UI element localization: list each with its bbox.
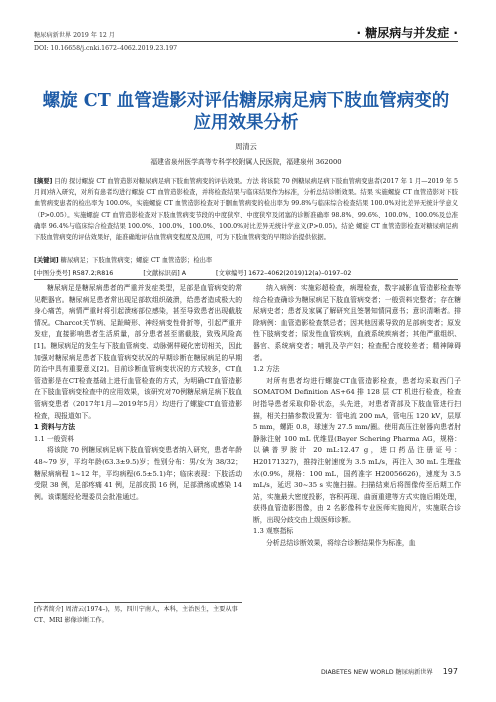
abstract-text: 目的 探讨螺旋 CT 血管造影对糖尿病足病下肢血管病变的评估效果。方法 将该院 70 例糖尿病足病下肢血管病变患者(2017 年 1 月—2019 年 5 月间)纳入研究，对所有患者均进行螺旋 CT 血管造影检查，并将检查结果与临床结果作为标准，分析总结诊断效果。结果 实施螺旋 CT 血管造影对下肢血管病变患者的检出率为 100.0%，实施螺旋 CT 血管造影检查对于腘血管病变的检出率为 99.8%与临床综合检查结果 100.0%对比差异无统计学意义（P>0.05）。实施螺旋 CT 血管造影检查对下肢血管病变节段的中度狭窄、中度狭窄及闭塞的诊断准确率 98.8%、99.6%、100.0%、100.0%及总准确率 96.4%与临床综合检查结果 100.0%、100.0%、100.0%、100.0%对比差异无统计学意义(P>0.05)。结论 螺旋 CT 血管造影检查对糖尿病足病下肢血管病变的评估效果好，能准确地评估血管病变程度及范围，可为下肢血管病变的早期诊治提供依据。 bbox=[34, 178, 458, 242]
section-heading: 1 资料与方法 bbox=[34, 423, 76, 432]
abstract-divider bbox=[34, 279, 458, 280]
author: 周清云 bbox=[235, 142, 257, 151]
article-number: [文章编号] 1672–4062(2019)12(a)–0197–02 bbox=[216, 270, 352, 277]
clc-number: [中图分类号] R587.2;R816 bbox=[34, 270, 114, 277]
methods-heading: 1.2 方法 bbox=[253, 365, 280, 374]
abstract-label: [摘要] bbox=[34, 178, 53, 185]
doi: DOI: 10.16658/j.cnki.1672–4062.2019.23.197 bbox=[34, 45, 178, 52]
subsection-heading: 1.1 一般资料 bbox=[34, 434, 75, 443]
journal-issue: 糖尿病新世界 2019 年 12 月 bbox=[34, 32, 115, 39]
left-column bbox=[34, 283, 242, 503]
keywords-label: [关键词] bbox=[34, 257, 59, 264]
section-title: · 糖尿病与并发症 · bbox=[356, 26, 458, 40]
methods-paragraph: 对所有患者均进行螺旋CT血管造影检查，患者均采取西门子 SOMATOM Definition AS+64 排 128 层 CT 机进行检查，检查时指导患者采取仰卧状态，头先进，对患者背部及下肢血管进行扫描，相关扫描参数设置为：管电流 200 mA，管电压 120 kV，层厚 5 mm，螺距 0.8，球速为 27.5 mm/圈。使用高压注射器向患者肘静脉注射 100 mL 优维显(Bayer Schering Pharma AG，规格：以碘普罗胺计 20 mL:12.47 g，进口药品注册证号：H20171327)，推持注射速度为 3.5 mL/s，再注入 30 mL 生理盐水(0.9%，规格：100 mL，国药准字 H20056626)，速度为 3.5 mL/s，延迟 30~35 s 实施扫描。扫描结束后将图像传至后期工作站，实施最大密度投影，容积再现、曲面重建等方式实施后期处理，获得血管造影图像，由 2 名影像科专业医师实施阅片，实施联合诊断，出现分歧交由上级医师诊断。 bbox=[253, 376, 461, 524]
right-column bbox=[253, 283, 461, 550]
journal-chinese: 糖尿病新世界 bbox=[395, 669, 433, 676]
classification-row bbox=[34, 268, 458, 277]
page-number: 197 bbox=[442, 667, 458, 676]
affiliation: 福建省泉州医学高等专科学校附属人民医院，福建泉州 362000 bbox=[150, 158, 342, 166]
document-code: [文献标识码] A bbox=[143, 270, 187, 277]
abstract bbox=[34, 176, 458, 243]
indicators-heading: 1.3 观察指标 bbox=[253, 527, 294, 536]
inclusion-paragraph: 纳入病例：实施彩超检查，病理检查，数字减影血管造影检查等综合检查确诊为糖尿病足下肢血管病变者；一般资料完整者；存在糖尿病史者；患者及家属了解研究且签署知情同意书；意识清晰者。排除病例：血管造影检查禁忌者；因其他因素导致的足部病变者；原发性下肢病变者；原发性血管疾病，血液系统疾病者；其他严重组织、器官、系统病变者；哺乳及孕产妇；检查配合度较差者；精神障碍者。 bbox=[253, 284, 461, 362]
keywords bbox=[34, 255, 458, 264]
keywords-text: 糖尿病足；下肢血管病变；螺旋 CT 血管造影；检出率 bbox=[60, 257, 213, 264]
indicators-paragraph: 分析总结诊断效果，将综合诊断结果作为标准，血 bbox=[266, 539, 416, 548]
header-divider bbox=[34, 41, 458, 42]
author-footnote: [作者简介] 周清云(1974–)，男，四川宁南人，本科，主治医生，主要从事 CT、MRI 影像诊断工作。 bbox=[34, 602, 242, 626]
page-footer bbox=[321, 667, 458, 676]
title-line-2: 应用效果分析 bbox=[193, 113, 299, 133]
general-data-paragraph: 将该院 70 例糖尿病足病下肢血管病变患者纳入研究，患者年龄 48~79 岁，平均年龄(63.3±9.5)岁；性别分布：男/女为 38/32；糖尿病病程 1~12 年，平均病程(6.5±5.1)年；临床表现：下肢活动受限 38 例，足部疼痛 41 例，足部皮损 16 例，足部溃疡或感染 14 例。该课题经伦理委员会批准通过。 bbox=[34, 446, 242, 501]
intro-paragraph: 糖尿病足是糖尿病患者的严重并发症类型，足部是血管病变的常见靶器官。糖尿病足患者常出现足部软组织破溃，给患者造成极大的身心痛苦，病情严重时将引起溃疡部位感染，甚至导致患者出现截肢情况。Charcot关节病、足趾畸形、神经病变性骨折等，引起严重并发症，直接影响患者生活质量，部分患者甚至需截肢，致残风险高[1]。糖尿病足的发生与下肢血管病变、动脉粥样硬化密切相关，因此加强对糖尿病足患者下肢血管病变状况的早期诊断在糖尿病足的早期防治中具有重要意义[2]。目前诊断血管病变状况的方式较多，CT血管造影是在CT检查基础上进行血管检查的方式，为明确CT血管造影在下肢血管病变检查中的应用效果，该研究对70例糖尿病足病下肢血管病变患者（2017年1月—2019年5月）均进行了螺旋CT血管造影检查，现报道如下。 bbox=[34, 284, 242, 420]
journal-english: DIABETES NEW WORLD bbox=[320, 669, 394, 676]
article-title bbox=[34, 90, 458, 134]
title-line-1: 螺旋 CT 血管造影对评估糖尿病足病下肢血管病变的 bbox=[42, 91, 450, 111]
